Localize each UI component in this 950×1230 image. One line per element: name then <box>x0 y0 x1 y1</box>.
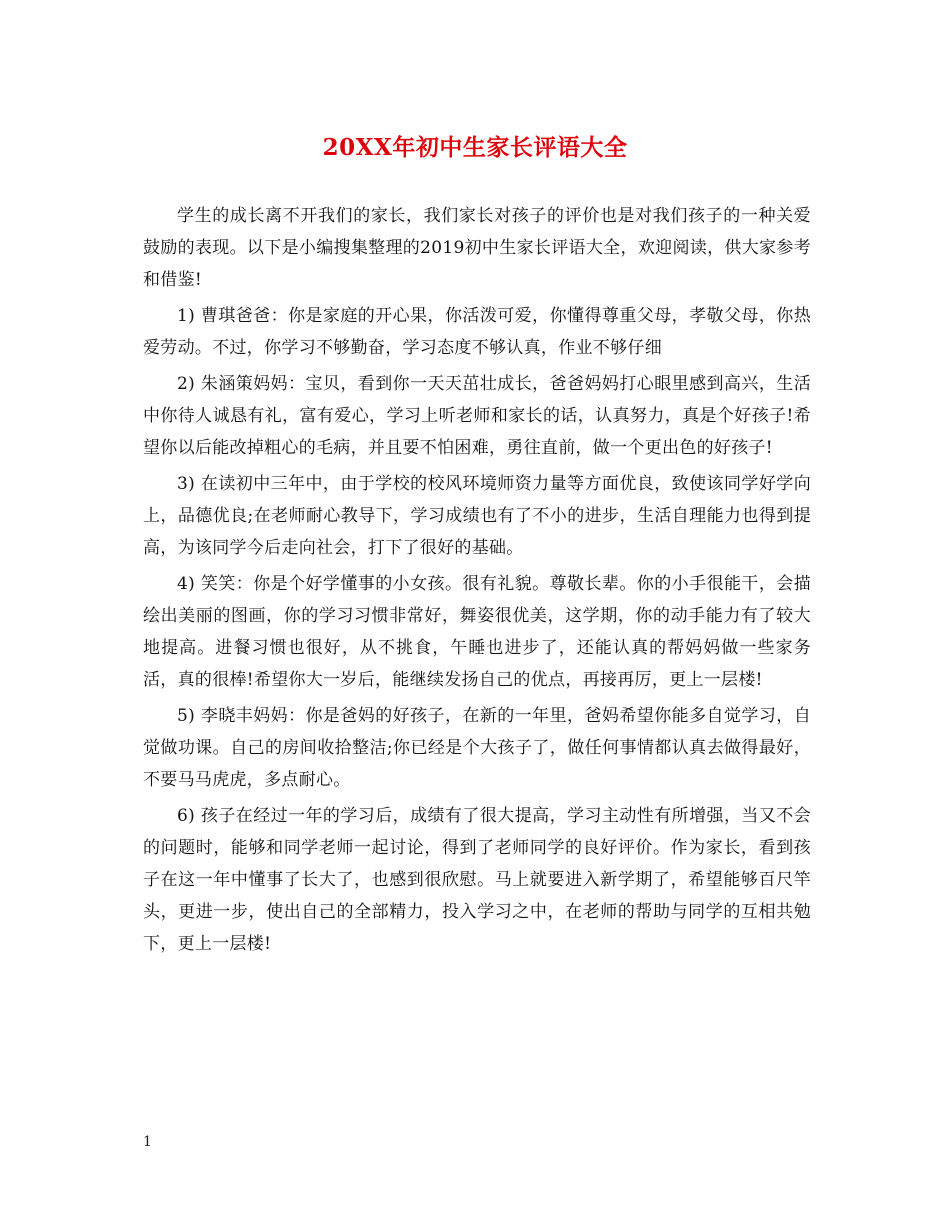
comment-paragraph-1: 1) 曹琪爸爸：你是家庭的开心果，你活泼可爱，你懂得尊重父母，孝敬父母，你热爱劳动。不过，你学习不够勤奋，学习态度不够认真，作业不够仔细 <box>143 306 811 358</box>
page-number: 1 <box>143 1134 152 1150</box>
comment-paragraph-6: 6) 孩子在经过一年的学习后，成绩有了很大提高，学习主动性有所增强，当又不会的问题时，能够和同学老师一起讨论，得到了老师同学的良好评价。作为家长，看到孩子在这一年中懂事了长大了，也感到很欣慰。马上就要进入新学期了，希望能够百尺竿头，更进一步，使出自己的全部精力，投入学习之中，在老师的帮助与同学的互相共勉下，更上一层楼! <box>143 806 811 954</box>
document-body <box>143 200 811 964</box>
comment-paragraph-4: 4) 笑笑：你是个好学懂事的小女孩。很有礼貌。尊敬长辈。你的小手很能干，会描绘出美丽的图画，你的学习习惯非常好，舞姿很优美，这学期，你的动手能力有了较大地提高。进餐习惯也很好，从不挑食，午睡也进步了，还能认真的帮妈妈做一些家务活，真的很棒!希望你大一岁后，能继续发扬自己的优点，再接再厉，更上一层楼! <box>143 574 811 690</box>
comment-paragraph-2: 2) 朱涵策妈妈：宝贝，看到你一天天茁壮成长，爸爸妈妈打心眼里感到高兴，生活中你待人诚恳有礼，富有爱心，学习上听老师和家长的话，认真努力，真是个好孩子!希望你以后能改掉粗心的毛病，并且要不怕困难，勇往直前，做一个更出色的好孩子! <box>143 374 811 458</box>
comment-paragraph-3: 3) 在读初中三年中，由于学校的校风环境师资力量等方面优良，致使该同学好学向上，品德优良;在老师耐心教导下，学习成绩也有了不小的进步，生活自理能力也得到提高，为该同学今后走向社会，打下了很好的基础。 <box>143 474 811 558</box>
document-title: 20XX年初中生家长评语大全 <box>322 134 628 161</box>
comment-paragraph-5: 5) 李晓丰妈妈：你是爸妈的好孩子，在新的一年里，爸妈希望你能多自觉学习，自觉做功课。自己的房间收拾整洁;你已经是个大孩子了，做任何事情都认真去做得最好，不要马马虎虎，多点耐心。 <box>143 706 811 790</box>
intro-paragraph: 学生的成长离不开我们的家长，我们家长对孩子的评价也是对我们孩子的一种关爱鼓励的表现。以下是小编搜集整理的2019初中生家长评语大全，欢迎阅读，供大家参考和借鉴! <box>143 206 811 290</box>
